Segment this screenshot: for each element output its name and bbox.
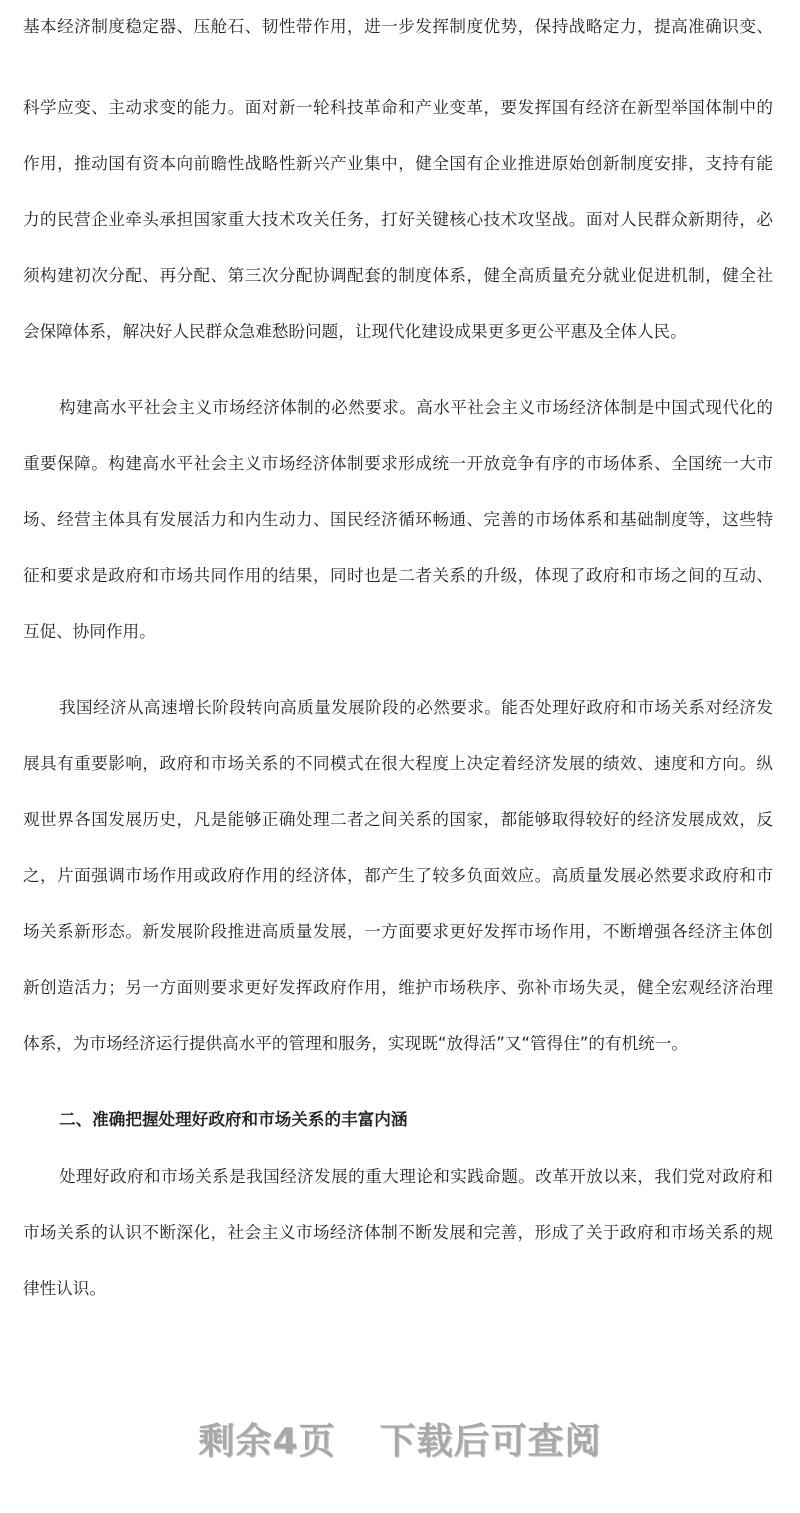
text-line: 观世界各国发展历史，凡是能够正确处理二者之间关系的国家，都能够取得较好的经济发展成效，反	[23, 810, 773, 829]
text-line: 我国经济从高速增长阶段转向高质量发展阶段的必然要求。能否处理好政府和市场关系对经济发	[59, 698, 773, 717]
text-line: 体系，为市场经济运行提供高水平的管理和服务，实现既“放得活”又“管得住”的有机统一。	[23, 1034, 688, 1053]
text-line: 作用，推动国有资本向前瞻性战略性新兴产业集中，健全国有企业推进原始创新制度安排，支持有能	[23, 154, 773, 173]
text-line: 须构建初次分配、再分配、第三次分配协调配套的制度体系，健全高质量充分就业促进机制，健全社	[23, 266, 773, 285]
download-prompt[interactable]	[0, 1413, 800, 1464]
text-line: 征和要求是政府和市场共同作用的结果，同时也是二者关系的升级，体现了政府和市场之间的互动、	[23, 566, 773, 585]
text-line: 科学应变、主动求变的能力。面对新一轮科技革命和产业变革，要发挥国有经济在新型举国体制中的	[23, 98, 773, 117]
text-line: 场关系新形态。新发展阶段推进高质量发展，一方面要求更好发挥市场作用，不断增强各经济主体创	[23, 922, 773, 941]
text-line: 律性认识。	[23, 1279, 106, 1298]
text-line: 展具有重要影响，政府和市场关系的不同模式在很大程度上决定着经济发展的绩效、速度和方向。纵	[23, 754, 773, 773]
paragraph	[23, 13, 773, 374]
text-line: 新创造活力；另一方面则要求更好发挥政府作用，维护市场秩序、弥补市场失灵，健全宏观经济治理	[23, 978, 773, 997]
text-line: 构建高水平社会主义市场经济体制的必然要求。高水平社会主义市场经济体制是中国式现代化的	[59, 398, 773, 417]
remaining-pages-text: 剩余4页	[198, 1421, 336, 1462]
text-line: 会保障体系，解决好人民群众急难愁盼问题，让现代化建设成果更多更公平惠及全体人民。	[23, 322, 687, 341]
text-line: 重要保障。构建高水平社会主义市场经济体制要求形成统一开放竞争有序的市场体系、全国统一大市	[23, 454, 773, 473]
text-line: 市场关系的认识不断深化，社会主义市场经济体制不断发展和完善，形成了关于政府和市场关系的规	[23, 1223, 773, 1242]
download-to-view-text: 下载后可查阅	[379, 1421, 602, 1462]
text-line: 之，片面强调市场作用或政府作用的经济体，都产生了较多负面效应。高质量发展必然要求政府和市	[23, 866, 773, 885]
text-line: 场、经营主体具有发展活力和内生动力、国民经济循环畅通、完善的市场体系和基础制度等，这些特	[23, 510, 773, 529]
paragraph	[23, 1163, 773, 1331]
paragraph	[23, 694, 773, 1086]
section-heading: 二、准确把握处理好政府和市场关系的丰富内涵	[59, 1110, 408, 1129]
text-line: 处理好政府和市场关系是我国经济发展的重大理论和实践命题。改革开放以来，我们党对政府和	[59, 1167, 773, 1186]
text-line: 基本经济制度稳定器、压舱石、韧性带作用，进一步发挥制度优势，保持战略定力，提高准确识变、	[23, 17, 773, 36]
text-line: 互促、协同作用。	[23, 622, 156, 641]
paragraph	[23, 394, 773, 674]
text-line: 力的民营企业牵头承担国家重大技术攻关任务，打好关键核心技术攻坚战。面对人民群众新期待，必	[23, 210, 773, 229]
document-body	[23, 13, 773, 1351]
